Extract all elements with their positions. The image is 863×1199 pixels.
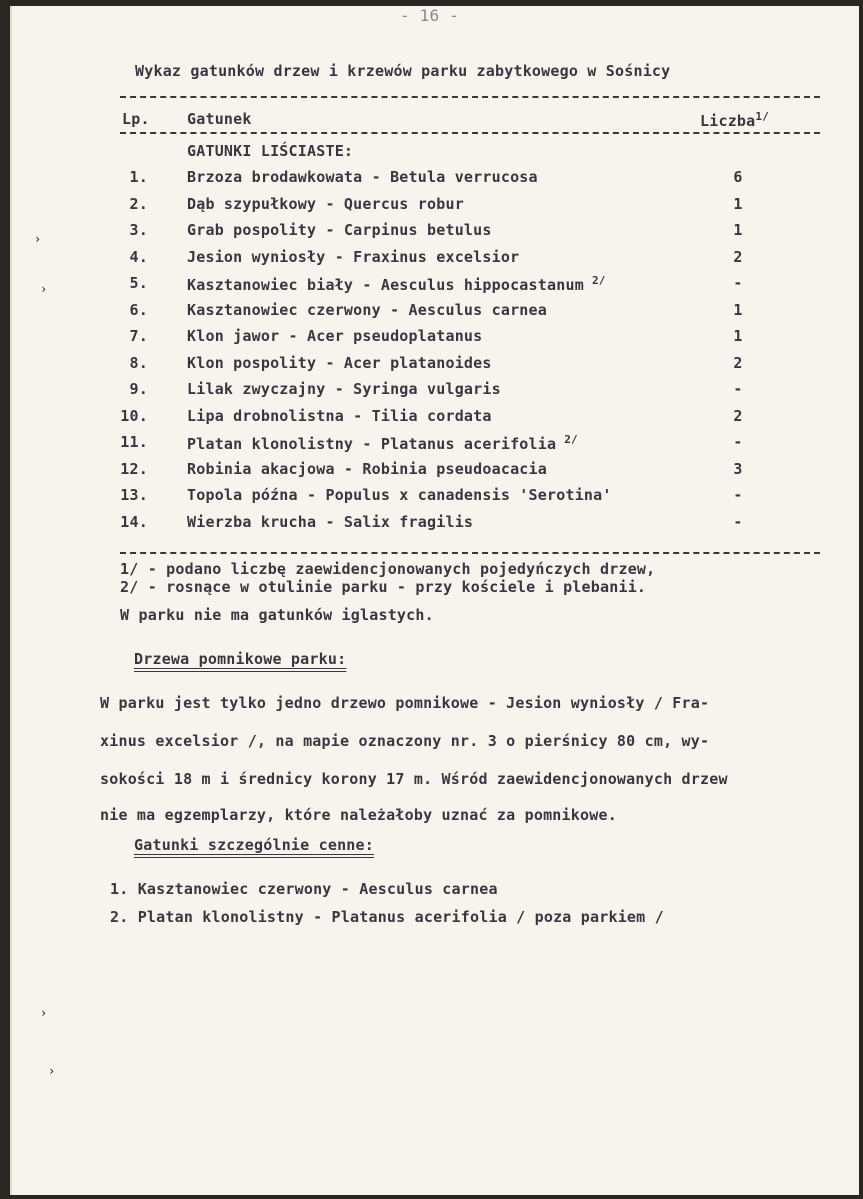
row-species <box>187 486 612 504</box>
row-lp: 3. <box>129 221 148 239</box>
row-species-text: Kasztanowiec biały - Aesculus hippocastanum <box>187 276 584 294</box>
valuable-item-1: 1. Kasztanowiec czerwony - Aesculus carnea <box>110 880 498 898</box>
document-page <box>10 6 859 1195</box>
row-lp: 7. <box>129 327 148 345</box>
row-lp: 9. <box>129 380 148 398</box>
row-species-text: Platan klonolistny - Platanus acerifolia <box>187 435 557 453</box>
valuable-item-2: 2. Platan klonolistny - Platanus acerifolia / poza parkiem / <box>110 908 664 926</box>
row-species <box>187 433 578 453</box>
row-count: 2 <box>733 407 743 425</box>
monuments-line-3: sokości 18 m i średnicy korony 17 m. Wśród zaewidencjonowanych drzew <box>100 770 728 788</box>
row-species-text: Brzoza brodawkowata - Betula verrucosa <box>187 168 538 186</box>
row-species <box>187 354 492 372</box>
monuments-line-1: W parku jest tylko jedno drzewo pomnikowe - Jesion wyniosły / Fra- <box>100 694 710 712</box>
row-species <box>187 195 464 213</box>
row-lp: 8. <box>129 354 148 372</box>
row-species-text: Lilak zwyczajny - Syringa vulgaris <box>187 380 501 398</box>
row-species <box>187 301 547 319</box>
row-count: 1 <box>733 301 743 319</box>
row-lp: 5. <box>129 274 148 292</box>
row-count: - <box>733 486 743 504</box>
row-species-text: Klon jawor - Acer pseudoplatanus <box>187 327 483 345</box>
row-species-text: Lipa drobnolistna - Tilia cordata <box>187 407 492 425</box>
row-species <box>187 380 501 398</box>
row-species-text: Jesion wyniosły - Fraxinus excelsior <box>187 248 520 266</box>
row-count: 1 <box>733 221 743 239</box>
section-label: GATUNKI LIŚCIASTE: <box>187 142 354 160</box>
header-species: Gatunek <box>187 110 252 128</box>
row-lp: 14. <box>120 513 148 531</box>
row-count: 1 <box>733 195 743 213</box>
row-footnote-ref: 2/ <box>591 274 606 287</box>
no-conifers-note: W parku nie ma gatunków iglastych. <box>120 606 434 624</box>
footnote-1: 1/ - podano liczbę zaewidencjonowanych pojedyńczych drzew, <box>120 560 656 578</box>
row-species-text: Wierzba krucha - Salix fragilis <box>187 513 474 531</box>
row-species-text: Kasztanowiec czerwony - Aesculus carnea <box>187 301 547 319</box>
page-number: - 16 - <box>400 6 459 25</box>
row-species-text: Topola późna - Populus x canadensis 'Serotina' <box>187 486 612 504</box>
row-species-text: Dąb szypułkowy - Quercus robur <box>187 195 464 213</box>
row-lp: 10. <box>120 407 148 425</box>
row-species-text: Robinia akacjowa - Robinia pseudoacacia <box>187 460 547 478</box>
row-species <box>187 327 482 345</box>
valuable-heading: Gatunki szczególnie cenne: <box>134 836 374 854</box>
header-lp: Lp. <box>122 110 150 128</box>
table-bottom-rule <box>120 552 820 554</box>
monuments-line-2: xinus excelsior /, na mapie oznaczony nr. 3 o pierśnicy 80 cm, wy- <box>100 732 710 750</box>
row-lp: 11. <box>120 433 148 451</box>
monuments-heading: Drzewa pomnikowe parku: <box>134 650 347 668</box>
row-footnote-ref: 2/ <box>564 433 578 446</box>
row-count: 2 <box>733 248 743 266</box>
margin-mark: › <box>40 282 48 296</box>
row-count: - <box>733 380 743 398</box>
footnote-2: 2/ - rosnące w otulinie parku - przy kościele i plebanii. <box>120 578 647 596</box>
row-species <box>187 168 538 186</box>
table-top-rule <box>120 96 820 98</box>
row-species <box>187 407 492 425</box>
row-lp: 13. <box>120 486 148 504</box>
row-count: - <box>733 274 743 292</box>
row-lp: 12. <box>120 460 148 478</box>
row-count: 1 <box>733 327 743 345</box>
row-count: - <box>733 433 743 451</box>
row-count: 3 <box>733 460 743 478</box>
monuments-line-4: nie ma egzemplarzy, które należałoby uznać za pomnikowe. <box>100 806 617 824</box>
header-count: Liczba$^{1/}$ <box>700 110 770 130</box>
table-header-rule <box>120 132 820 134</box>
row-count: 6 <box>733 168 743 186</box>
row-species <box>187 221 492 239</box>
row-lp: 4. <box>129 248 148 266</box>
document-title: Wykaz gatunków drzew i krzewów parku zabytkowego w Sośnicy <box>135 62 671 80</box>
row-species <box>187 513 473 531</box>
row-species-text: Grab pospolity - Carpinus betulus <box>187 221 492 239</box>
header-count-footnote: 1/ <box>755 110 770 123</box>
row-lp: 1. <box>129 168 148 186</box>
row-species <box>187 274 606 294</box>
row-lp: 2. <box>129 195 148 213</box>
row-count: - <box>733 513 743 531</box>
row-species <box>187 460 547 478</box>
row-species-text: Klon pospolity - Acer platanoides <box>187 354 492 372</box>
margin-mark: › <box>40 1006 48 1020</box>
row-lp: 6. <box>129 301 148 319</box>
margin-mark: › <box>48 1064 56 1078</box>
row-species <box>187 248 519 266</box>
margin-mark: › <box>34 232 42 246</box>
row-count: 2 <box>733 354 743 372</box>
